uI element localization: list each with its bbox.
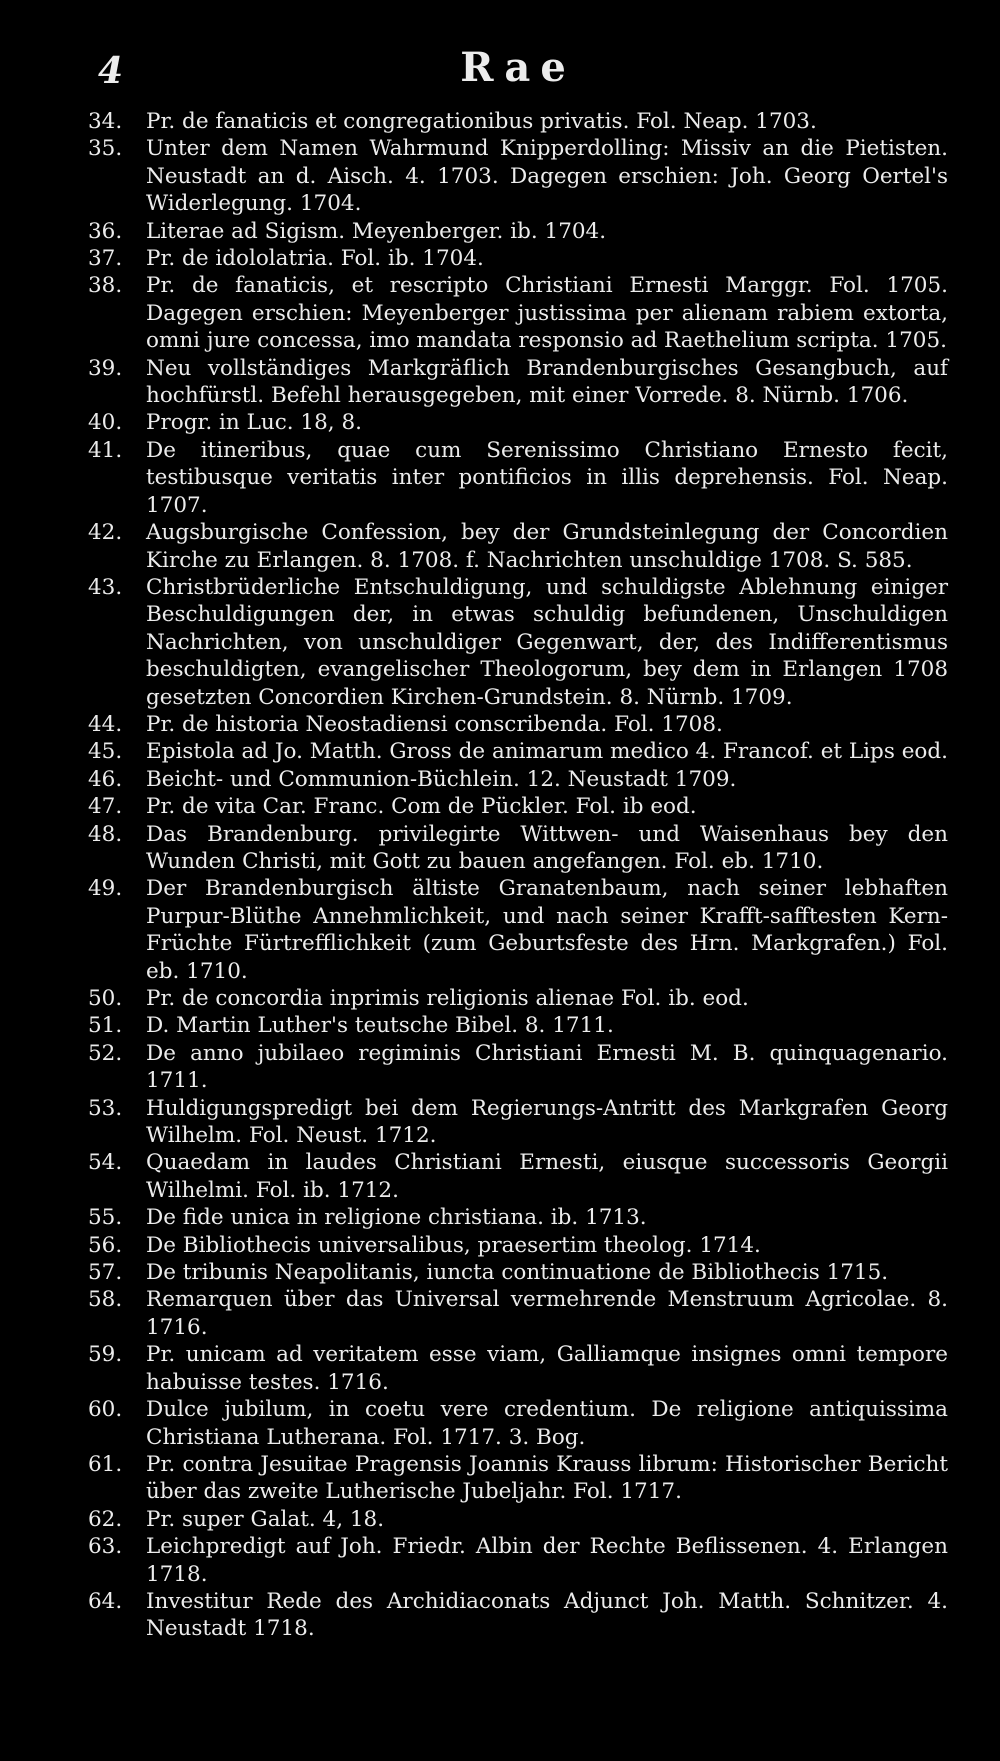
bibliography-entry bbox=[88, 519, 948, 574]
entry-text: D. Martin Luther's teutsche Bibel. 8. 1711. bbox=[146, 1013, 614, 1039]
entry-number: 41. bbox=[88, 437, 123, 463]
bibliography-entry bbox=[88, 1451, 948, 1506]
entry-text: Dulce jubilum, in coetu vere credentium. De religione antiquissima Christiana Lutherana. Fol. 1717. 3. Bog. bbox=[146, 1397, 948, 1450]
entry-text: Neu vollständiges Markgräflich Brandenburgisches Gesangbuch, auf hochfürstl. Befehl herausgegeben, mit einer Vorrede. 8. Nürnb. 1706. bbox=[146, 355, 948, 409]
entry-number: 53. bbox=[88, 1095, 123, 1121]
entry-number: 35. bbox=[88, 136, 123, 162]
bibliography-entry bbox=[88, 1588, 948, 1643]
entry-number: 38. bbox=[88, 273, 123, 299]
bibliography-entry bbox=[88, 1012, 948, 1039]
bibliography-entry bbox=[88, 135, 948, 217]
bibliography-entry bbox=[88, 574, 948, 711]
entry-number: 44. bbox=[88, 711, 123, 737]
entry-text: De itineribus, quae cum Serenissimo Christiano Ernesto fecit, testibusque veritatis inter pontificios in illis deprehensis. Fol. Neap. 1707. bbox=[146, 437, 948, 518]
bibliography-entry bbox=[88, 738, 948, 765]
entry-number: 58. bbox=[88, 1287, 123, 1313]
bibliography-entry bbox=[88, 1149, 948, 1204]
bibliography-entry bbox=[88, 409, 948, 436]
entry-text: De tribunis Neapolitanis, iuncta continuatione de Bibliothecis 1715. bbox=[146, 1260, 889, 1286]
entry-number: 62. bbox=[88, 1506, 123, 1532]
entry-text: Pr. unicam ad veritatem esse viam, Galliamque insignes omni tempore habuisse testes. 1716. bbox=[146, 1342, 948, 1395]
entry-text: Beicht- und Communion-Büchlein. 12. Neustadt 1709. bbox=[146, 766, 737, 792]
entry-text: Pr. de idololatria. Fol. ib. 1704. bbox=[146, 246, 484, 272]
entry-text: Pr. de fanaticis, et rescripto Christiani Ernesti Marggr. Fol. 1705. Dagegen erschien: Meyenberger justissima per alienam rabiem extorta, omni jure concessa, imo mandata responsio ad Raethelium scripta. 1705. bbox=[146, 273, 948, 354]
entry-text: Progr. in Luc. 18, 8. bbox=[146, 410, 362, 436]
entry-text: Christbrüderliche Entschuldigung, und schuldigste Ablehnung einiger Beschuldigungen der, in etwas schuldig befundenen, Unschuldigen Nachrichten, von unschuldiger Gegenwart, der, des Indifferentismus beschuldigten, evangelischer Theologorum, bey dem in Erlangen 1708 gesetzten Concordien Kirchen-Grundstein. 8. Nürnb. 1709. bbox=[146, 574, 948, 710]
bibliography-entry bbox=[88, 355, 948, 410]
entry-text: Investitur Rede des Archidiaconats Adjunct Joh. Matth. Schnitzer. 4. Neustadt 1718. bbox=[146, 1588, 948, 1642]
bibliography-entry bbox=[88, 1259, 948, 1286]
page-number: 4 bbox=[98, 50, 124, 92]
entry-number: 51. bbox=[88, 1013, 123, 1039]
bibliography-entry bbox=[88, 1533, 948, 1588]
entry-number: 61. bbox=[88, 1451, 123, 1477]
bibliography-entry bbox=[88, 875, 948, 985]
bibliography-entry bbox=[88, 1040, 948, 1095]
bibliography-entry bbox=[88, 793, 948, 820]
bibliography-entry bbox=[88, 766, 948, 793]
entry-number: 40. bbox=[88, 410, 123, 436]
entry-text: Pr. de vita Car. Franc. Com de Pückler. Fol. ib eod. bbox=[146, 794, 697, 820]
bibliography-list bbox=[88, 108, 948, 1643]
entry-text: Das Brandenburg. privilegirte Wittwen- und Waisenhaus bey den Wunden Christi, mit Gott zu bauen angefangen. Fol. eb. 1710. bbox=[146, 821, 948, 874]
entry-number: 48. bbox=[88, 821, 123, 847]
entry-number: 42. bbox=[88, 520, 123, 546]
entry-number: 50. bbox=[88, 986, 123, 1011]
bibliography-entry bbox=[88, 1204, 948, 1231]
bibliography-entry bbox=[88, 272, 948, 354]
entry-number: 56. bbox=[88, 1232, 123, 1258]
running-title: Rae bbox=[460, 44, 576, 91]
bibliography-entry bbox=[88, 1232, 948, 1259]
entry-text: Pr. de historia Neostadiensi conscribenda. Fol. 1708. bbox=[146, 711, 723, 737]
bibliography-entry bbox=[88, 1396, 948, 1451]
bibliography-entry bbox=[88, 711, 948, 738]
entry-text: Augsburgische Confession, bey der Grundsteinlegung der Concordien Kirche zu Erlangen. 8. 1708. f. Nachrichten unschuldige 1708. S. 585. bbox=[146, 520, 948, 573]
bibliography-entry bbox=[88, 245, 948, 272]
running-head bbox=[88, 38, 948, 108]
entry-number: 60. bbox=[88, 1397, 123, 1423]
entry-number: 54. bbox=[88, 1150, 123, 1176]
entry-text: Unter dem Namen Wahrmund Knipperdolling: Missiv an die Pietisten. Neustadt an d. Aisch. 4. 1703. Dagegen erschien: Joh. Georg Oertel's Widerlegung. 1704. bbox=[146, 136, 948, 217]
bibliography-entry bbox=[88, 821, 948, 876]
bibliography-entry bbox=[88, 985, 948, 1012]
entry-number: 46. bbox=[88, 766, 123, 792]
entry-number: 52. bbox=[88, 1040, 123, 1066]
entry-number: 45. bbox=[88, 739, 123, 765]
bibliography-entry bbox=[88, 108, 948, 135]
entry-number: 49. bbox=[88, 876, 123, 902]
entry-text: Pr. contra Jesuitae Pragensis Joannis Krauss librum: Historischer Bericht über das zweite Lutherische Jubeljahr. Fol. 1717. bbox=[146, 1451, 948, 1505]
entry-text: Literae ad Sigism. Meyenberger. ib. 1704. bbox=[146, 218, 607, 244]
entry-number: 34. bbox=[88, 109, 123, 134]
entry-number: 37. bbox=[88, 246, 123, 272]
entry-text: Leichpredigt auf Joh. Friedr. Albin der Rechte Beflissenen. 4. Erlangen 1718. bbox=[146, 1534, 948, 1587]
entry-text: De anno jubilaeo regiminis Christiani Ernesti M. B. quinquagenario. 1711. bbox=[146, 1040, 948, 1094]
entry-number: 39. bbox=[88, 355, 123, 381]
entry-text: De fide unica in religione christiana. ib. 1713. bbox=[146, 1205, 647, 1231]
entry-number: 63. bbox=[88, 1534, 123, 1560]
entry-text: Quaedam in laudes Christiani Ernesti, eiusque successoris Georgii Wilhelmi. Fol. ib. 1712. bbox=[146, 1150, 948, 1203]
entry-number: 64. bbox=[88, 1588, 123, 1614]
entry-number: 59. bbox=[88, 1342, 123, 1368]
entry-number: 55. bbox=[88, 1205, 123, 1231]
entry-number: 43. bbox=[88, 574, 123, 600]
bibliography-entry bbox=[88, 1506, 948, 1533]
entry-number: 36. bbox=[88, 218, 123, 244]
entry-number: 47. bbox=[88, 794, 123, 820]
bibliography-entry bbox=[88, 437, 948, 519]
entry-number: 57. bbox=[88, 1260, 123, 1286]
entry-text: Pr. de fanaticis et congregationibus privatis. Fol. Neap. 1703. bbox=[146, 109, 817, 134]
entry-text: Epistola ad Jo. Matth. Gross de animarum medico 4. Francof. et Lips eod. bbox=[146, 739, 948, 765]
entry-text: Der Brandenburgisch ältiste Granatenbaum, nach seiner lebhaften Purpur-Blüthe Annehmlichkeit, und nach seiner Krafft-safftesten Kern-Früchte Fürtrefflichkeit (zum Geburtsfeste des Hrn. Markgrafen.) Fol. eb. 1710. bbox=[146, 876, 948, 984]
bibliography-entry bbox=[88, 1286, 948, 1341]
bibliography-entry bbox=[88, 1095, 948, 1150]
entry-text: Pr. super Galat. 4, 18. bbox=[146, 1506, 385, 1532]
entry-text: Huldigungspredigt bei dem Regierungs-Antritt des Markgrafen Georg Wilhelm. Fol. Neust. 1712. bbox=[146, 1095, 948, 1149]
bibliography-entry bbox=[88, 1341, 948, 1396]
entry-text: Pr. de concordia inprimis religionis alienae Fol. ib. eod. bbox=[146, 986, 749, 1011]
bibliography-entry bbox=[88, 218, 948, 245]
entry-text: Remarquen über das Universal vermehrende Menstruum Agricolae. 8. 1716. bbox=[146, 1287, 948, 1340]
entry-text: De Bibliothecis universalibus, praesertim theolog. 1714. bbox=[146, 1232, 761, 1258]
